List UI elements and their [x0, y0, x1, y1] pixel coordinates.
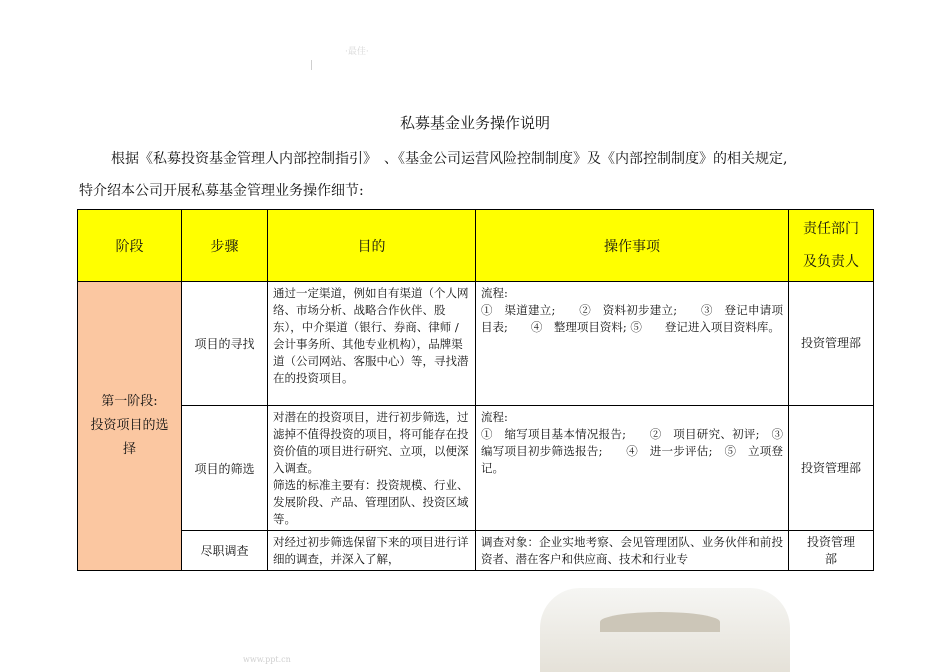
- purpose-cell: 对经过初步筛选保留下来的项目进行详细的调查，并深入了解，: [268, 531, 476, 571]
- operations-cell: 流程: ① 缩写项目基本情况报告; ② 项目研究、初评; ③ 编写项目初步筛选报告; ④ 进一步评估; ⑤ 立项登记。: [476, 406, 789, 531]
- step-cell: 尽职调查: [182, 531, 268, 571]
- header-purpose: 目的: [268, 210, 476, 282]
- intro-paragraph-line2: 特介绍本公司开展私募基金管理业务操作细节:: [79, 183, 364, 199]
- purpose-cell: 通过一定渠道，例如自有渠道（个人网络、市场分析、战略合作伙伴、股东），中介渠道（银行、券商、律师 / 会计事务所、其他专业机构），品牌渠道（公司网站、客服中心）等，寻找潜在的投资项目。: [268, 282, 476, 406]
- owner-cell: 投资管理部: [789, 406, 874, 531]
- table-header-row: [78, 210, 874, 282]
- step-cell: 项目的寻找: [182, 282, 268, 406]
- purpose-cell: 对潜在的投资项目，进行初步筛选，过滤掉不值得投资的项目，将可能存在投资价值的项目进行研究、立项，以便深入调查。 筛选的标准主要有：投资规模、行业、发展阶段、产品、管理团队、投资区域等。: [268, 406, 476, 531]
- faint-divider: [311, 60, 312, 70]
- table-row: [78, 406, 874, 531]
- faint-header-mark: ·最佳·: [345, 47, 369, 57]
- owner-cell: 投资管理 部: [789, 531, 874, 571]
- watermark-roof-shape: [600, 612, 720, 632]
- watermark-text: www.ppt.cn: [243, 655, 291, 664]
- header-operations: 操作事项: [476, 210, 789, 282]
- stage-cell: [78, 282, 182, 571]
- header-owner-line1: 责任部门: [803, 220, 859, 237]
- step-cell: 项目的筛选: [182, 406, 268, 531]
- stage-line3: 择: [122, 442, 136, 457]
- header-step: 步骤: [182, 210, 268, 282]
- header-owner-line2: 及负责人: [803, 253, 859, 270]
- operations-cell: 调查对象：企业实地考察、会见管理团队、业务伙伴和前投资者、潜在客户和供应商、技术和行业专: [476, 531, 789, 571]
- stage-line1: 第一阶段:: [101, 394, 158, 409]
- document-title: 私募基金业务操作说明: [399, 114, 550, 132]
- header-stage: 阶段: [78, 210, 182, 282]
- stage-line2: 投资项目的选: [90, 418, 169, 433]
- header-owner: [789, 210, 874, 282]
- table-row: [78, 282, 874, 406]
- intro-paragraph-line1: 根据《私募投资基金管理人内部控制指引》 、《基金公司运营风险控制制度》及《内部控制制度》的相关规定,: [111, 151, 788, 167]
- operations-cell: 流程: ① 渠道建立; ② 资料初步建立; ③ 登记申请项目表; ④ 整理项目资料; ⑤ 登记进入项目资料库。: [476, 282, 789, 406]
- table-row: [78, 531, 874, 571]
- owner-cell: 投资管理部: [789, 282, 874, 406]
- operations-table: [77, 209, 874, 571]
